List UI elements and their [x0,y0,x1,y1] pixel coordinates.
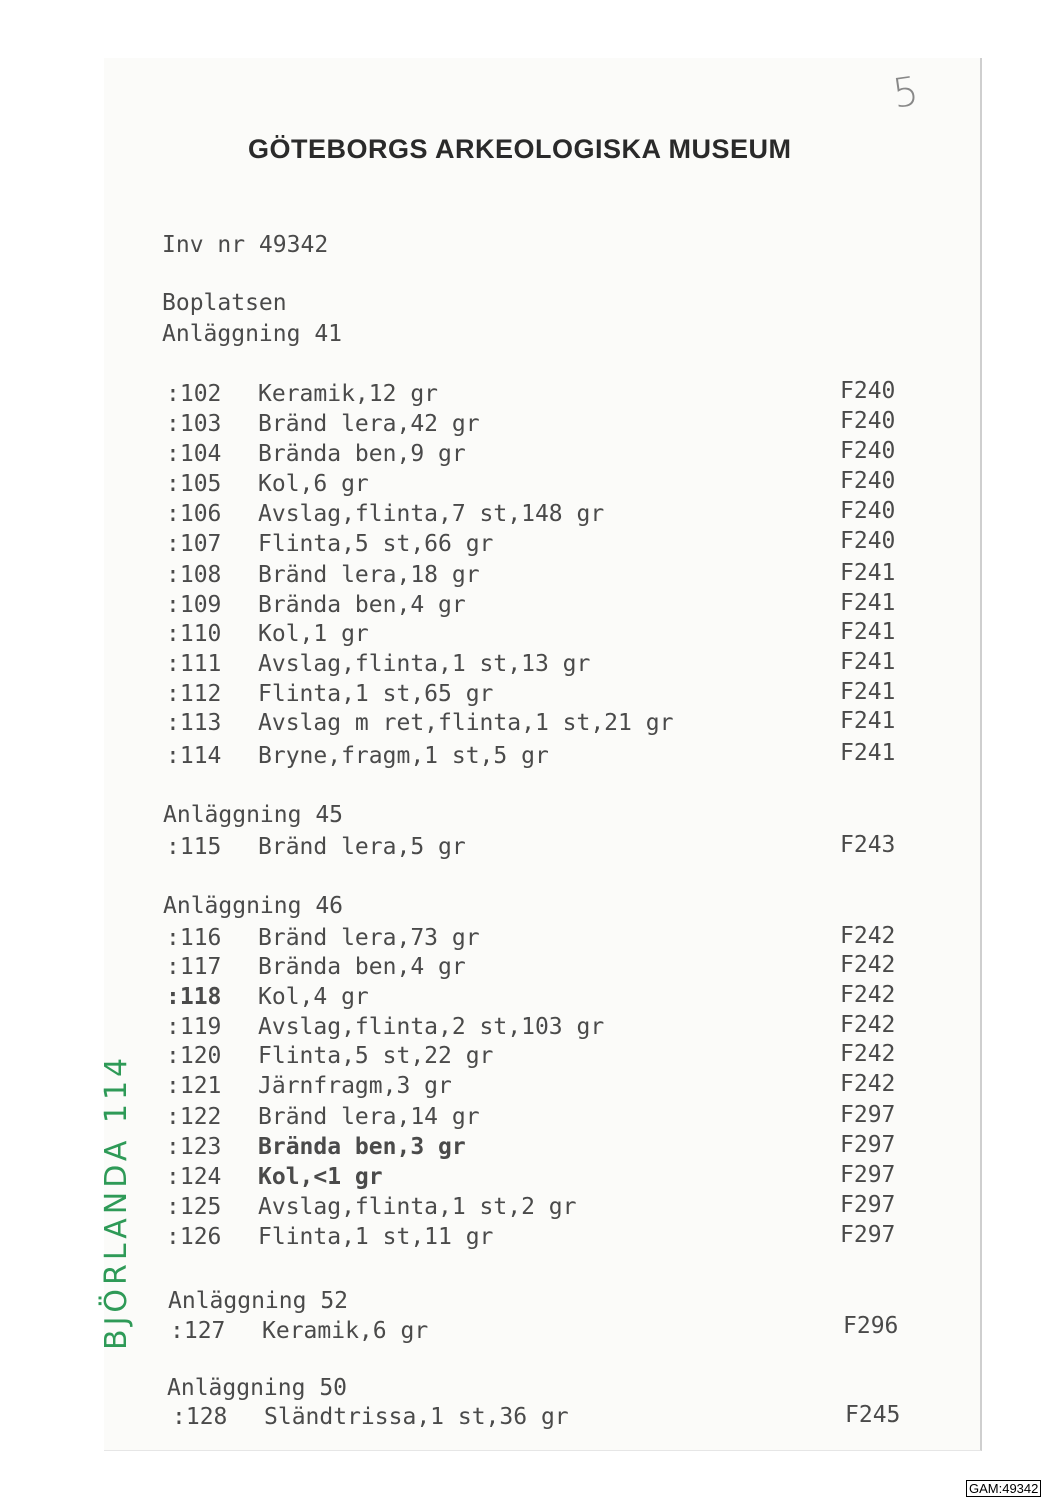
item-number: :105 [166,471,222,497]
item-code: F240 [840,468,896,494]
item-code: F241 [840,590,896,616]
handwritten-note-icon [84,1050,144,1370]
item-code: F242 [840,1071,896,1097]
item-number: :111 [166,651,222,677]
item-code: F241 [840,619,896,645]
item-code: F242 [840,952,896,978]
archive-stamp: GAM:49342 [966,1480,1041,1497]
item-description: Flinta,5 st,22 gr [258,1043,494,1069]
item-description: Flinta,5 st,66 gr [258,531,494,557]
group-heading: Anläggning 52 [168,1288,349,1314]
item-number: :128 [172,1404,228,1430]
item-code: F297 [840,1192,896,1218]
item-number: :122 [166,1104,222,1130]
site-name: Boplatsen [162,290,287,316]
museum-header: GÖTEBORGS ARKEOLOGISKA MUSEUM [248,134,792,164]
group-heading: Anläggning 50 [167,1375,348,1401]
item-number: :118 [166,984,222,1010]
item-description: Bryne,fragm,1 st,5 gr [258,743,549,769]
item-description: Brända ben,9 gr [258,441,466,467]
svg-text:BJÖRLANDA 114: BJÖRLANDA 114 [99,1053,134,1350]
item-description: Avslag,flinta,1 st,2 gr [258,1194,577,1220]
item-number: :124 [166,1164,222,1190]
item-number: :117 [166,954,222,980]
item-number: :116 [166,925,222,951]
item-number: :119 [166,1014,222,1040]
item-number: :109 [166,592,222,618]
item-number: :113 [166,710,222,736]
item-code: F241 [840,560,896,586]
item-code: F242 [840,923,896,949]
item-description: Keramik,12 gr [258,381,439,407]
page-number: 5 [889,68,922,118]
item-description: Kol,1 gr [258,621,369,647]
item-number: :102 [166,381,222,407]
item-code: F297 [840,1222,896,1248]
item-code: F296 [843,1313,899,1339]
item-number: :104 [166,441,222,467]
item-description: Sländtrissa,1 st,36 gr [264,1404,569,1430]
item-description: Kol,6 gr [258,471,369,497]
group-heading: Anläggning 46 [163,893,344,919]
item-number: :108 [166,562,222,588]
item-number: :110 [166,621,222,647]
item-number: :103 [166,411,222,437]
item-code: F240 [840,378,896,404]
item-description: Avslag,flinta,1 st,13 gr [258,651,591,677]
inventory-number: Inv nr 49342 [162,232,329,258]
item-number: :112 [166,681,222,707]
item-description: Kol,<1 gr [258,1164,383,1190]
item-description: Flinta,1 st,65 gr [258,681,494,707]
item-description: Kol,4 gr [258,984,369,1010]
item-number: :126 [166,1224,222,1250]
item-code: F240 [840,438,896,464]
item-number: :106 [166,501,222,527]
item-number: :123 [166,1134,222,1160]
item-description: Keramik,6 gr [262,1318,429,1344]
item-number: :121 [166,1073,222,1099]
item-code: F241 [840,679,896,705]
item-number: :127 [170,1318,226,1344]
item-description: Bränd lera,42 gr [258,411,480,437]
item-code: F240 [840,498,896,524]
item-code: F240 [840,408,896,434]
item-description: Bränd lera,5 gr [258,834,466,860]
item-code: F297 [840,1132,896,1158]
item-number: :115 [166,834,222,860]
item-description: Brända ben,3 gr [258,1134,466,1160]
item-description: Bränd lera,14 gr [258,1104,480,1130]
item-code: F240 [840,528,896,554]
item-code: F241 [840,708,896,734]
item-code: F243 [840,832,896,858]
item-description: Avslag,flinta,7 st,148 gr [258,501,605,527]
item-description: Järnfragm,3 gr [258,1073,452,1099]
item-code: F297 [840,1102,896,1128]
item-description: Brända ben,4 gr [258,954,466,980]
item-number: :120 [166,1043,222,1069]
item-number: :114 [166,743,222,769]
item-description: Flinta,1 st,11 gr [258,1224,494,1250]
item-code: F245 [845,1402,901,1428]
item-description: Brända ben,4 gr [258,592,466,618]
item-code: F297 [840,1162,896,1188]
item-code: F242 [840,1012,896,1038]
item-code: F242 [840,982,896,1008]
item-description: Bränd lera,18 gr [258,562,480,588]
item-description: Avslag m ret,flinta,1 st,21 gr [258,710,674,736]
group-heading: Anläggning 41 [162,321,343,347]
item-description: Bränd lera,73 gr [258,925,480,951]
item-description: Avslag,flinta,2 st,103 gr [258,1014,605,1040]
group-heading: Anläggning 45 [163,802,344,828]
item-code: F241 [840,740,896,766]
item-number: :125 [166,1194,222,1220]
item-number: :107 [166,531,222,557]
item-code: F241 [840,649,896,675]
item-code: F242 [840,1041,896,1067]
